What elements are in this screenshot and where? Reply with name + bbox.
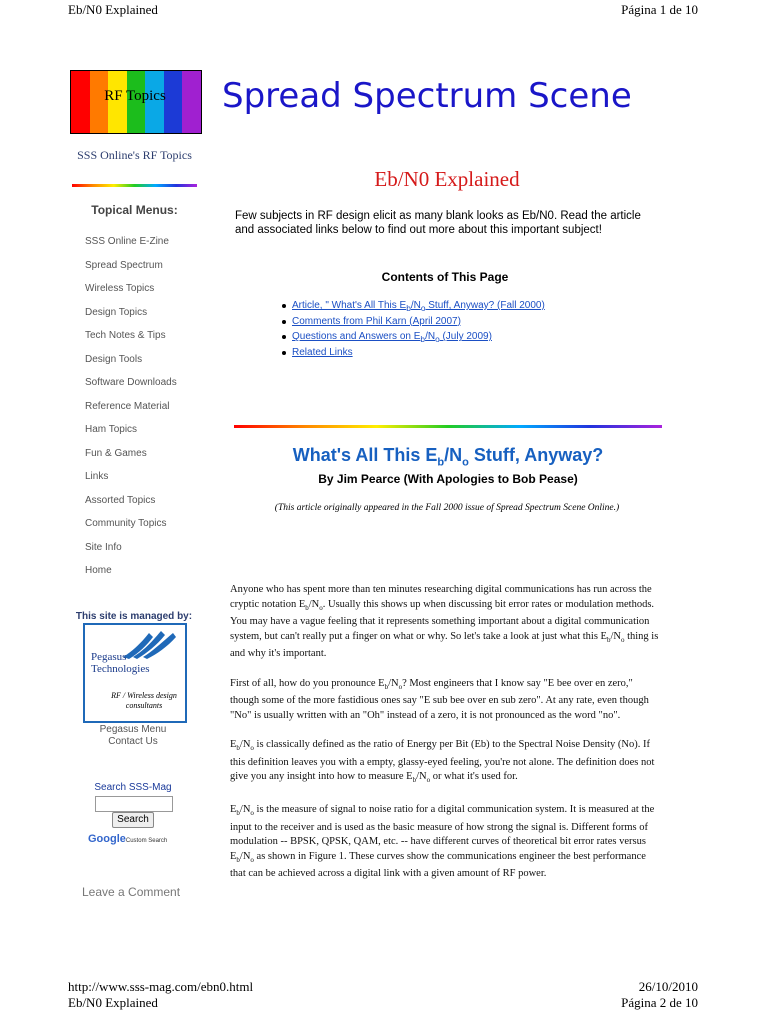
article-byline: By Jim Pearce (With Apologies to Bob Pease)	[318, 472, 578, 486]
toc-link-article[interactable]: Article, " What's All This $E_b/N_o$ Stuff, Anyway? (Fall 2000)	[292, 300, 545, 313]
toc-link-qa[interactable]: Questions and Answers on $E_b/N_o$ (July 2009)	[292, 331, 492, 344]
toc-item	[292, 316, 545, 332]
print-footer-url: http://www.sss-mag.com/ebn0.html	[68, 979, 254, 994]
nav-ham-topics[interactable]: Ham Topics	[85, 424, 138, 435]
pegasus-menu-link[interactable]: Pegasus Menu	[99, 724, 167, 735]
nav-design-topics[interactable]: Design Topics	[85, 306, 148, 318]
search-button[interactable]: Search	[112, 812, 154, 828]
contents-heading: Contents of This Page	[381, 270, 509, 284]
intro-text: Few subjects in RF design elicit as many blank looks as Eb/N0. Read the article and associated links below to find out more about this important subject!	[235, 210, 641, 236]
sidebar-divider	[72, 184, 197, 187]
nav-site-info[interactable]: Site Info	[85, 541, 122, 553]
topical-menus-heading: Topical Menus:	[91, 203, 178, 217]
nav-community-topics[interactable]: Community Topics	[85, 518, 167, 529]
nav-wireless-topics[interactable]: Wireless Topics	[85, 283, 155, 294]
search-label: Search SSS-Mag	[94, 782, 172, 793]
google-custom-search-logo	[88, 833, 167, 845]
print-header-page: Página 1 de 10	[621, 2, 698, 17]
topical-menu	[85, 236, 177, 589]
article-paragraph-3: $E_b/N_o$ is classically defined as the ratio of Energy per Bit (Eb) to the Spectral Noise Density (No). If this definition leaves you with a empty, glassy-eyed feeling, you're not alone. The definition does not give you any insight into how to measure $E_b/N_o$ or what it's used for.	[230, 739, 655, 785]
section-divider	[234, 425, 662, 428]
site-title: Spread Spectrum Scene	[222, 76, 632, 116]
print-footer-date: 26/10/2010	[638, 979, 698, 994]
toc-link-phil-karn[interactable]: Comments from Phil Karn (April 2007)	[292, 315, 461, 327]
sidebar-caption: SSS Online's RF Topics	[77, 148, 192, 162]
toc-item	[292, 347, 545, 363]
nav-spread-spectrum[interactable]: Spread Spectrum	[85, 259, 163, 271]
pegasus-logo[interactable]	[83, 623, 187, 723]
contents-list	[292, 300, 545, 362]
custom-search-label: Custom Search	[125, 838, 168, 844]
page-title: Eb/N0 Explained	[374, 167, 520, 191]
nav-assorted-topics[interactable]: Assorted Topics	[85, 494, 156, 506]
print-footer-title: Eb/N0 Explained	[68, 995, 158, 1010]
article-body	[230, 583, 660, 897]
google-logo: Google	[88, 833, 126, 845]
pegasus-tagline: RF / Wireless design consultants	[111, 691, 177, 710]
contact-us-link[interactable]: Contact Us	[108, 736, 158, 747]
managed-by-label: This site is managed by:	[75, 611, 193, 622]
nav-links[interactable]: Links	[85, 471, 109, 482]
nav-tech-notes-tips[interactable]: Tech Notes & Tips	[85, 330, 166, 341]
search-input[interactable]	[95, 796, 173, 812]
pegasus-links	[80, 724, 186, 748]
toc-link-related[interactable]: Related Links	[292, 346, 353, 358]
nav-design-tools[interactable]: Design Tools	[85, 353, 143, 365]
article-title: What's All This $E_b/N_o$ Stuff, Anyway?	[292, 445, 604, 469]
pegasus-name: Pegasus Technologies	[91, 651, 150, 675]
article-note: (This article originally appeared in the Fall 2000 issue of Spread Spectrum Scene Online.)	[274, 503, 620, 513]
toc-item	[292, 331, 545, 347]
nav-software-downloads[interactable]: Software Downloads	[85, 377, 177, 388]
toc-item	[292, 300, 545, 316]
article-paragraph-2: First of all, how do you pronounce $E_b/N_o$? Most engineers that I know say "E bee over en zero," though some of the more fastidious ones say "E sub bee over en sub zero". At any rate, even though "No" is usually written with an "Oh" instead of a zero, it is not pronounced as the word "no".	[230, 677, 649, 721]
print-header-title: Eb/N0 Explained	[68, 2, 158, 17]
article-paragraph-4: $E_b/N_o$ is the measure of signal to noise ratio for a digital communication system. It is measured at the input to the receiver and is used as the basic measure of how strong the signal is. Different forms of modulation -- BPSK, QPSK, QAM, etc. -- have different curves of theoretical bit error rates versus $E_b/N_o$ as shown in Figure 1. These curves show the communications engineer the best performance that can be achieved across a digital link with a given amount of RF power.	[230, 803, 655, 880]
logo-text: RF Topics	[104, 88, 166, 104]
nav-sss-online-e-zine[interactable]: SSS Online E-Zine	[85, 236, 169, 247]
article-paragraph-1: Anyone who has spent more than ten minutes researching digital communications has run across the cryptic notation $E_b/N_o$. Usually this shows up when discussing bit error rates or modulation methods. You may have a vague feeling that it represents something important about a digital communication system, but can't really put a finger on what or why. So let's take a look at just what this $E_b/N_o$ thing is and why it's important.	[230, 584, 659, 660]
nav-fun-games[interactable]: Fun & Games	[85, 447, 147, 459]
print-footer-page: Página 2 de 10	[621, 995, 698, 1010]
leave-comment-link[interactable]: Leave a Comment	[82, 885, 181, 899]
nav-home[interactable]: Home	[85, 565, 112, 576]
nav-reference-material[interactable]: Reference Material	[85, 400, 170, 412]
